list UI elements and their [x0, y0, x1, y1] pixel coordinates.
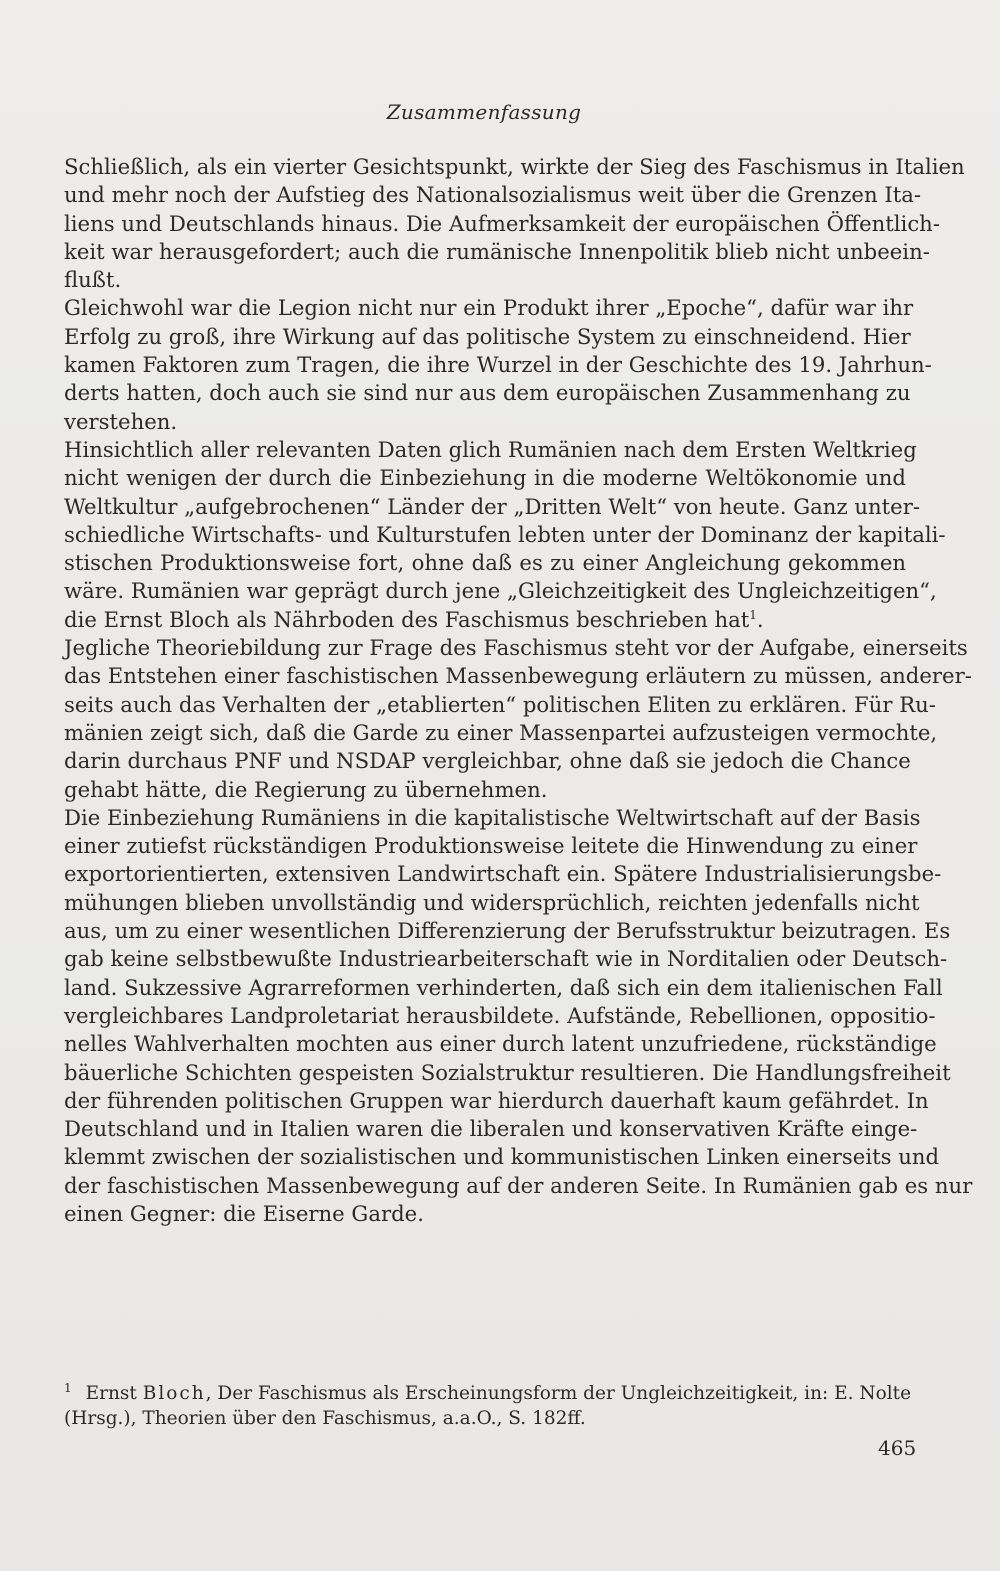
- text-line: klemmt zwischen der sozialistischen und kommunistischen Linken einerseits und: [64, 1144, 940, 1170]
- paragraph: [64, 634, 972, 804]
- text-line: liens und Deutschlands hinaus. Die Aufmerksamkeit der europäischen Öffentlich-: [64, 210, 940, 236]
- footnote-reference[interactable]: 1: [749, 607, 757, 622]
- text-line: Deutschland und in Italien waren die liberalen und konservativen Kräfte einge-: [64, 1116, 918, 1142]
- text-line: der führenden politischen Gruppen war hierdurch dauerhaft kaum gefährdet. In: [64, 1087, 929, 1113]
- text-line: nelles Wahlverhalten mochten aus einer durch latent unzufriedene, rückständige: [64, 1031, 937, 1057]
- text-line: mühungen blieben unvollständig und widersprüchlich, reichten jedenfalls nicht: [64, 889, 920, 915]
- text-line: flußt.: [64, 267, 122, 293]
- body-text: [64, 153, 973, 1228]
- text-fragment: Ernst: [85, 1383, 143, 1405]
- text-line: mänien zeigt sich, daß die Garde zu einer Massenpartei aufzusteigen vermochte,: [64, 719, 938, 745]
- text-line: der faschistischen Massenbewegung auf der anderen Seite. In Rumänien gab es nur: [64, 1172, 973, 1198]
- text-line: schiedliche Wirtschafts- und Kulturstufen lebten unter der Dominanz der kapitali-: [64, 521, 946, 547]
- paragraph: [64, 804, 973, 1228]
- text-line: Jegliche Theoriebildung zur Frage des Faschismus steht vor der Aufgabe, einerseits: [64, 635, 968, 661]
- text-line: und mehr noch der Aufstieg des Nationalsozialismus weit über die Grenzen Ita-: [64, 182, 921, 208]
- text-line: darin durchaus PNF und NSDAP vergleichbar, ohne daß sie jedoch die Chance: [64, 748, 911, 774]
- footnote-line: (Hrsg.), Theorien über den Faschismus, a.a.O., S. 182ff.: [64, 1408, 586, 1430]
- paragraph: [64, 153, 965, 294]
- text-line: das Entstehen einer faschistischen Massenbewegung erläutern zu müssen, anderer-: [64, 663, 972, 689]
- text-line: keit war herausgefordert; auch die rumänische Innenpolitik blieb nicht unbeein-: [64, 238, 930, 264]
- text-line: vergleichbares Landproletariat herausbildete. Aufstände, Rebellionen, oppositio-: [64, 1002, 936, 1028]
- text-line: einer zutiefst rückständigen Produktionsweise leitete die Hinwendung zu einer: [64, 833, 918, 859]
- text-line: stischen Produktionsweise fort, ohne daß es zu einer Angleichung gekommen: [64, 550, 906, 576]
- text-fragment: , Der Faschismus als Erscheinungsform der Ungleichzeitigkeit, in: E. Nolte: [205, 1383, 912, 1405]
- running-head: Zusammenfassung: [386, 100, 582, 124]
- text-line: Schließlich, als ein vierter Gesichtspunkt, wirkte der Sieg des Faschismus in Italien: [64, 154, 965, 179]
- text-line: verstehen.: [64, 408, 178, 434]
- footnote-line: [64, 1376, 916, 1406]
- text-line: land. Sukzessive Agrarreformen verhinderten, daß sich ein dem italienischen Fall: [64, 974, 943, 1000]
- text-line: bäuerliche Schichten gespeisten Sozialstruktur resultieren. Die Handlungsfreiheit: [64, 1059, 951, 1085]
- text-line: Erfolg zu groß, ihre Wirkung auf das politische System zu einschneidend. Hier: [64, 323, 911, 349]
- text-fragment: .: [756, 606, 764, 632]
- text-line: seits auch das Verhalten der „etablierten“ politischen Eliten zu erklären. Für Ru-: [64, 691, 936, 717]
- text-line: Hinsichtlich aller relevanten Daten glich Rumänien nach dem Ersten Weltkrieg: [64, 436, 917, 462]
- text-line: gehabt hätte, die Regierung zu übernehmen.: [64, 776, 548, 802]
- text-line: [64, 606, 906, 634]
- text-line: aus, um zu einer wesentlichen Differenzierung der Berufsstruktur beizutragen. Es: [64, 918, 951, 944]
- text-line: Die Einbeziehung Rumäniens in die kapitalistische Weltwirtschaft auf der Basis: [64, 804, 921, 830]
- text-line: wäre. Rumänien war geprägt durch jene „Gleichzeitigkeit des Ungleichzeitigen“,: [64, 578, 937, 604]
- footnote-author: Bloch: [142, 1383, 206, 1405]
- text-fragment: die Ernst Bloch als Nährboden des Faschismus beschrieben hat: [64, 606, 750, 632]
- text-line: Gleichwohl war die Legion nicht nur ein Produkt ihrer „Epoche“, dafür war ihr: [64, 295, 914, 321]
- footnote-mark: 1: [64, 1381, 72, 1395]
- page-number: 465: [878, 1436, 917, 1460]
- text-line: gab keine selbstbewußte Industriearbeiterschaft wie in Norditalien oder Deutsch-: [64, 946, 948, 972]
- text-line: exportorientierten, extensiven Landwirtschaft ein. Spätere Industrialisierungsbe-: [64, 861, 942, 887]
- paragraph: [64, 294, 932, 435]
- text-line: nicht wenigen der durch die Einbeziehung in die moderne Weltökonomie und: [64, 465, 906, 491]
- footnote: [64, 1376, 916, 1431]
- paragraph: [64, 436, 946, 634]
- text-line: einen Gegner: die Eiserne Garde.: [64, 1200, 424, 1226]
- text-line: Weltkultur „aufgebrochenen“ Länder der „Dritten Welt“ von heute. Ganz unter-: [64, 493, 920, 519]
- text-line: derts hatten, doch auch sie sind nur aus dem europäischen Zusammenhang zu: [64, 380, 911, 406]
- text-line: kamen Faktoren zum Tragen, die ihre Wurzel in der Geschichte des 19. Jahrhun-: [64, 352, 932, 378]
